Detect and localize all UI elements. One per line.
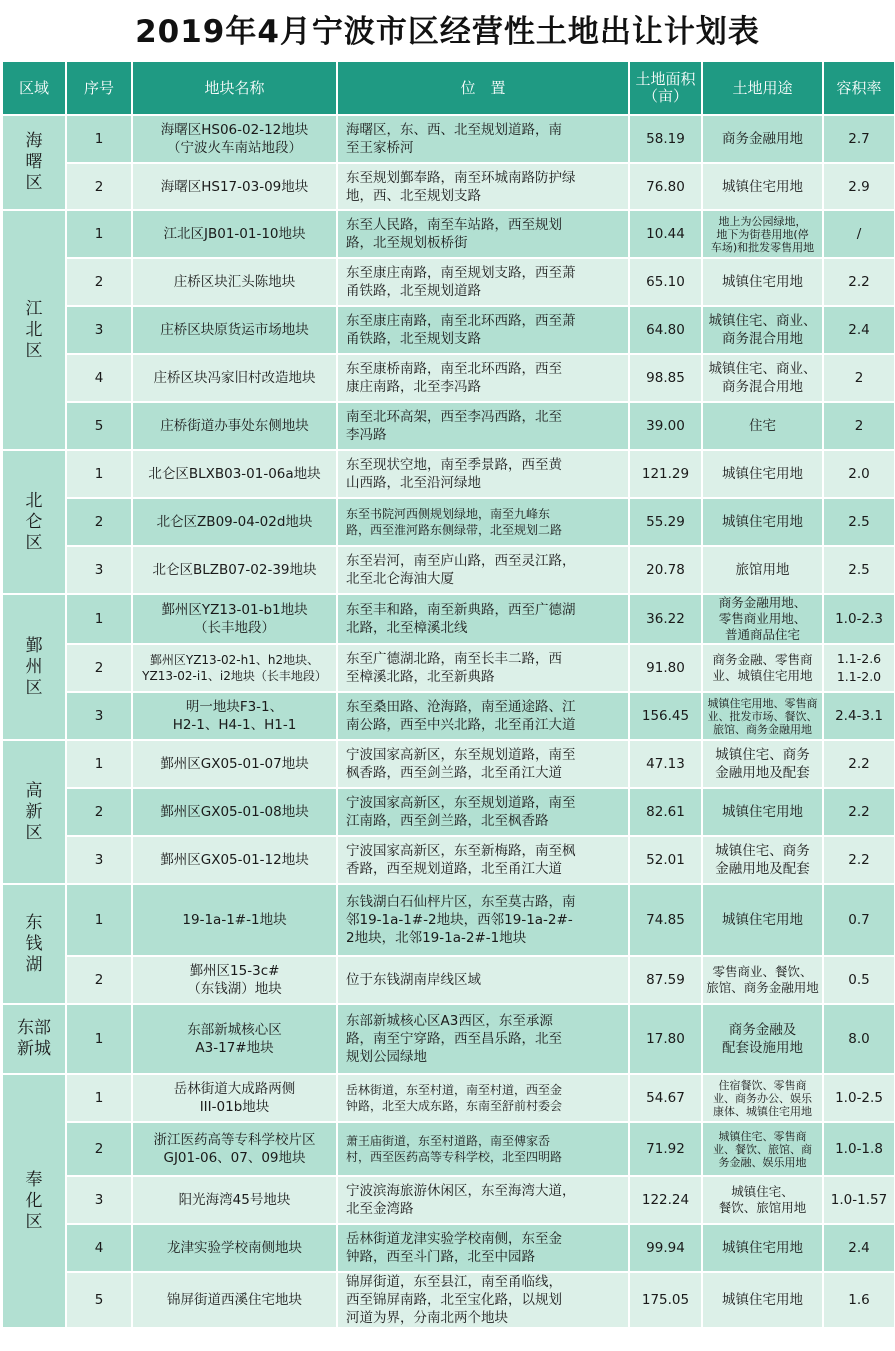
area-cell: 122.24 <box>629 1176 702 1224</box>
far-cell: 0.5 <box>823 956 895 1004</box>
land-use-cell: 地上为公园绿地， 地下为街巷用地(停 车场)和批发零售用地 <box>702 210 823 258</box>
table-row <box>2 258 895 306</box>
table-row <box>2 1224 895 1272</box>
header-position: 位 置 <box>337 61 629 115</box>
far-cell: 2.7 <box>823 115 895 163</box>
position-cell: 东至桑田路、沧海路，南至通途路、江 南公路，西至中兴北路，北至甬江大道 <box>337 692 629 740</box>
parcel-name-cell: 北仑区BLXB03-01-06a地块 <box>132 450 337 498</box>
area-cell: 39.00 <box>629 402 702 450</box>
table-row <box>2 210 895 258</box>
position-cell: 东至康庄南路，南至北环西路，西至萧 甬铁路，北至规划支路 <box>337 306 629 354</box>
seq-cell: 4 <box>66 1224 132 1272</box>
area-cell: 74.85 <box>629 884 702 956</box>
seq-cell: 1 <box>66 1004 132 1074</box>
position-cell: 东至康桥南路，南至北环西路，西至 康庄南路，北至李冯路 <box>337 354 629 402</box>
land-plan-table <box>1 60 895 1329</box>
position-cell: 东至岩河，南至庐山路，西至灵江路， 北至北仑海油大厦 <box>337 546 629 594</box>
area-cell: 10.44 <box>629 210 702 258</box>
table-row <box>2 354 895 402</box>
land-use-cell: 城镇住宅用地、零售商 业、批发市场、餐饮、 旅馆、商务金融用地 <box>702 692 823 740</box>
land-use-cell: 城镇住宅用地 <box>702 498 823 546</box>
parcel-name-cell: 江北区JB01-01-10地块 <box>132 210 337 258</box>
position-cell: 宁波国家高新区，东至规划道路，南至 枫香路，西至剑兰路，北至甬江大道 <box>337 740 629 788</box>
land-use-cell: 住宅 <box>702 402 823 450</box>
area-cell: 47.13 <box>629 740 702 788</box>
seq-cell: 2 <box>66 258 132 306</box>
header-use: 土地用途 <box>702 61 823 115</box>
area-cell: 65.10 <box>629 258 702 306</box>
position-cell: 东至现状空地，南至季景路，西至黄 山西路，北至沿河绿地 <box>337 450 629 498</box>
position-cell: 东钱湖白石仙枰片区，东至莫古路，南 邻19-1a-1#-2地块，西邻19-1a-2#- 2地块，北邻19-1a-2#-1地块 <box>337 884 629 956</box>
district-cell <box>2 115 66 210</box>
table-row <box>2 1074 895 1122</box>
area-cell: 76.80 <box>629 163 702 210</box>
table-row <box>2 1122 895 1176</box>
area-cell: 52.01 <box>629 836 702 884</box>
parcel-name-cell: 海曙区HS06-02-12地块 （宁波火车南站地段） <box>132 115 337 163</box>
table-row <box>2 306 895 354</box>
table-row <box>2 884 895 956</box>
far-cell: / <box>823 210 895 258</box>
seq-cell: 1 <box>66 115 132 163</box>
parcel-name-cell: 北仑区BLZB07-02-39地块 <box>132 546 337 594</box>
table-row <box>2 1176 895 1224</box>
area-cell: 87.59 <box>629 956 702 1004</box>
position-cell: 位于东钱湖南岸线区域 <box>337 956 629 1004</box>
far-cell: 0.7 <box>823 884 895 956</box>
position-cell: 东至书院河西侧规划绿地，南至九峰东 路，西至淮河路东侧绿带，北至规划二路 <box>337 498 629 546</box>
far-cell: 2.2 <box>823 788 895 836</box>
land-use-cell: 商务金融用地、 零售商业用地、 普通商品住宅 <box>702 594 823 644</box>
table-row <box>2 1004 895 1074</box>
parcel-name-cell: 鄞州区GX05-01-08地块 <box>132 788 337 836</box>
seq-cell: 1 <box>66 740 132 788</box>
table-row <box>2 956 895 1004</box>
position-cell: 东部新城核心区A3西区，东至承源 路，南至宁穿路，西至昌乐路，北至 规划公园绿地 <box>337 1004 629 1074</box>
area-cell: 54.67 <box>629 1074 702 1122</box>
parcel-name-cell: 庄桥区块冯家旧村改造地块 <box>132 354 337 402</box>
area-cell: 20.78 <box>629 546 702 594</box>
area-cell: 175.05 <box>629 1272 702 1328</box>
land-use-cell: 城镇住宅用地 <box>702 884 823 956</box>
land-use-cell: 商务金融及 配套设施用地 <box>702 1004 823 1074</box>
far-cell: 1.0-2.3 <box>823 594 895 644</box>
far-cell: 2.2 <box>823 258 895 306</box>
area-cell: 58.19 <box>629 115 702 163</box>
far-cell: 2.4-3.1 <box>823 692 895 740</box>
parcel-name-cell: 北仑区ZB09-04-02d地块 <box>132 498 337 546</box>
district-cell <box>2 450 66 594</box>
area-cell: 82.61 <box>629 788 702 836</box>
table-row <box>2 498 895 546</box>
seq-cell: 3 <box>66 836 132 884</box>
land-use-cell: 城镇住宅用地 <box>702 258 823 306</box>
land-use-cell: 城镇住宅用地 <box>702 1224 823 1272</box>
seq-cell: 1 <box>66 450 132 498</box>
seq-cell: 5 <box>66 402 132 450</box>
header-name: 地块名称 <box>132 61 337 115</box>
far-cell: 2.5 <box>823 546 895 594</box>
land-use-cell: 旅馆用地 <box>702 546 823 594</box>
position-cell: 东至康庄南路，南至规划支路，西至萧 甬铁路，北至规划道路 <box>337 258 629 306</box>
parcel-name-cell: 海曙区HS17-03-09地块 <box>132 163 337 210</box>
land-use-cell: 城镇住宅、商业、 商务混合用地 <box>702 306 823 354</box>
far-cell: 8.0 <box>823 1004 895 1074</box>
land-use-cell: 城镇住宅用地 <box>702 163 823 210</box>
position-cell: 海曙区，东、西、北至规划道路，南 至王家桥河 <box>337 115 629 163</box>
seq-cell: 3 <box>66 1176 132 1224</box>
far-cell: 1.0-1.8 <box>823 1122 895 1176</box>
land-use-cell: 零售商业、餐饮、 旅馆、商务金融用地 <box>702 956 823 1004</box>
district-label: 奉化区 <box>25 1169 43 1232</box>
table-row <box>2 546 895 594</box>
far-cell: 2.2 <box>823 836 895 884</box>
land-use-cell: 商务金融用地 <box>702 115 823 163</box>
position-cell: 锦屏街道，东至县江，南至甬临线， 西至锦屏南路，北至宝化路，以规划 河道为界，分南北两个地块 <box>337 1272 629 1328</box>
seq-cell: 2 <box>66 644 132 692</box>
parcel-name-cell: 龙津实验学校南侧地块 <box>132 1224 337 1272</box>
position-cell: 东至广德湖北路，南至长丰二路，西 至樟溪北路，北至新典路 <box>337 644 629 692</box>
table-row <box>2 836 895 884</box>
seq-cell: 1 <box>66 594 132 644</box>
parcel-name-cell: 鄞州区GX05-01-07地块 <box>132 740 337 788</box>
parcel-name-cell: 庄桥区块原货运市场地块 <box>132 306 337 354</box>
district-label: 高新区 <box>25 780 43 843</box>
district-label: 江北区 <box>25 298 43 361</box>
area-cell: 36.22 <box>629 594 702 644</box>
land-use-cell: 城镇住宅、 餐饮、旅馆用地 <box>702 1176 823 1224</box>
land-use-cell: 城镇住宅、商业、 商务混合用地 <box>702 354 823 402</box>
parcel-name-cell: 浙江医药高等专科学校片区 GJ01-06、07、09地块 <box>132 1122 337 1176</box>
table-body <box>2 115 895 1328</box>
area-cell: 156.45 <box>629 692 702 740</box>
position-cell: 岳林街道，东至村道，南至村道，西至金 钟路，北至大成东路，东南至舒前村委会 <box>337 1074 629 1122</box>
position-cell: 东至丰和路，南至新典路，西至广德湖 北路，北至樟溪北线 <box>337 594 629 644</box>
header-seq: 序号 <box>66 61 132 115</box>
seq-cell: 1 <box>66 210 132 258</box>
land-use-cell: 城镇住宅、商务 金融用地及配套 <box>702 836 823 884</box>
far-cell: 1.0-1.57 <box>823 1176 895 1224</box>
table-row <box>2 115 895 163</box>
parcel-name-cell: 鄞州区YZ13-01-b1地块 （长丰地段） <box>132 594 337 644</box>
header-district: 区域 <box>2 61 66 115</box>
district-cell <box>2 1074 66 1328</box>
header-area: 土地面积 （亩） <box>629 61 702 115</box>
table-row <box>2 740 895 788</box>
parcel-name-cell: 阳光海湾45号地块 <box>132 1176 337 1224</box>
far-cell: 1.0-2.5 <box>823 1074 895 1122</box>
table-row <box>2 692 895 740</box>
position-cell: 南至北环高架，西至李冯西路，北至 李冯路 <box>337 402 629 450</box>
far-cell: 2 <box>823 402 895 450</box>
area-cell: 17.80 <box>629 1004 702 1074</box>
parcel-name-cell: 庄桥街道办事处东侧地块 <box>132 402 337 450</box>
area-cell: 98.85 <box>629 354 702 402</box>
table-row <box>2 402 895 450</box>
table-header-row <box>2 61 895 115</box>
district-cell <box>2 210 66 450</box>
position-cell: 宁波国家高新区，东至规划道路，南至 江南路，西至剑兰路，北至枫香路 <box>337 788 629 836</box>
land-use-cell: 商务金融、零售商 业、城镇住宅用地 <box>702 644 823 692</box>
seq-cell: 1 <box>66 1074 132 1122</box>
district-label: 北仑区 <box>25 490 43 553</box>
position-cell: 宁波国家高新区，东至新梅路，南至枫 香路，西至规划道路，北至甬江大道 <box>337 836 629 884</box>
area-cell: 71.92 <box>629 1122 702 1176</box>
parcel-name-cell: 岳林街道大成路两侧 III-01b地块 <box>132 1074 337 1122</box>
seq-cell: 2 <box>66 1122 132 1176</box>
district-cell <box>2 594 66 740</box>
far-cell: 2.4 <box>823 306 895 354</box>
page-title: 2019年4月宁波市区经营性土地出让计划表 <box>135 14 760 50</box>
far-cell: 1.1-2.6 1.1-2.0 <box>823 644 895 692</box>
parcel-name-cell: 明一地块F3-1、 H2-1、H4-1、H1-1 <box>132 692 337 740</box>
table-row <box>2 1272 895 1328</box>
area-cell: 99.94 <box>629 1224 702 1272</box>
position-cell: 宁波滨海旅游休闲区，东至海湾大道， 北至金湾路 <box>337 1176 629 1224</box>
land-use-cell: 住宿餐饮、零售商 业、商务办公、娱乐 康体、城镇住宅用地 <box>702 1074 823 1122</box>
district-label: 东钱湖 <box>25 912 43 975</box>
area-cell: 64.80 <box>629 306 702 354</box>
seq-cell: 5 <box>66 1272 132 1328</box>
district-label: 鄞州区 <box>25 635 43 698</box>
header-far: 容积率 <box>823 61 895 115</box>
table-row <box>2 788 895 836</box>
seq-cell: 2 <box>66 163 132 210</box>
parcel-name-cell: 庄桥区块汇头陈地块 <box>132 258 337 306</box>
parcel-name-cell: 鄞州区GX05-01-12地块 <box>132 836 337 884</box>
area-cell: 121.29 <box>629 450 702 498</box>
district-cell <box>2 1004 66 1074</box>
far-cell: 2 <box>823 354 895 402</box>
far-cell: 2.9 <box>823 163 895 210</box>
far-cell: 2.0 <box>823 450 895 498</box>
district-cell <box>2 740 66 884</box>
far-cell: 2.2 <box>823 740 895 788</box>
area-cell: 91.80 <box>629 644 702 692</box>
seq-cell: 2 <box>66 498 132 546</box>
land-use-cell: 城镇住宅用地 <box>702 788 823 836</box>
far-cell: 2.4 <box>823 1224 895 1272</box>
table-row <box>2 163 895 210</box>
land-use-cell: 城镇住宅用地 <box>702 450 823 498</box>
table-row <box>2 644 895 692</box>
position-cell: 岳林街道龙津实验学校南侧，东至金 钟路，西至斗门路，北至中园路 <box>337 1224 629 1272</box>
district-label: 海曙区 <box>25 131 43 193</box>
seq-cell: 2 <box>66 956 132 1004</box>
seq-cell: 3 <box>66 546 132 594</box>
position-cell: 东至人民路，南至车站路，西至规划 路，北至规划板桥街 <box>337 210 629 258</box>
seq-cell: 1 <box>66 884 132 956</box>
far-cell: 1.6 <box>823 1272 895 1328</box>
parcel-name-cell: 鄞州区15-3c# （东钱湖）地块 <box>132 956 337 1004</box>
parcel-name-cell: 19-1a-1#-1地块 <box>132 884 337 956</box>
far-cell: 2.5 <box>823 498 895 546</box>
parcel-name-cell: 鄞州区YZ13-02-h1、h2地块、 YZ13-02-i1、i2地块（长丰地段） <box>132 644 337 692</box>
position-cell: 东至规划鄞奉路，南至环城南路防护绿 地，西、北至规划支路 <box>337 163 629 210</box>
land-use-cell: 城镇住宅用地 <box>702 1272 823 1328</box>
table-row <box>2 594 895 644</box>
seq-cell: 2 <box>66 788 132 836</box>
district-label: 东部新城 <box>17 1018 51 1059</box>
land-use-cell: 城镇住宅、商务 金融用地及配套 <box>702 740 823 788</box>
district-cell <box>2 884 66 1004</box>
parcel-name-cell: 锦屏街道西溪住宅地块 <box>132 1272 337 1328</box>
area-cell: 55.29 <box>629 498 702 546</box>
seq-cell: 3 <box>66 692 132 740</box>
land-use-cell: 城镇住宅、零售商 业、餐饮、旅馆、商 务金融、娱乐用地 <box>702 1122 823 1176</box>
table-row <box>2 450 895 498</box>
seq-cell: 3 <box>66 306 132 354</box>
seq-cell: 4 <box>66 354 132 402</box>
parcel-name-cell: 东部新城核心区 A3-17#地块 <box>132 1004 337 1074</box>
position-cell: 萧王庙街道，东至村道路，南至傅家岙 村，西至医药高等专科学校，北至四明路 <box>337 1122 629 1176</box>
